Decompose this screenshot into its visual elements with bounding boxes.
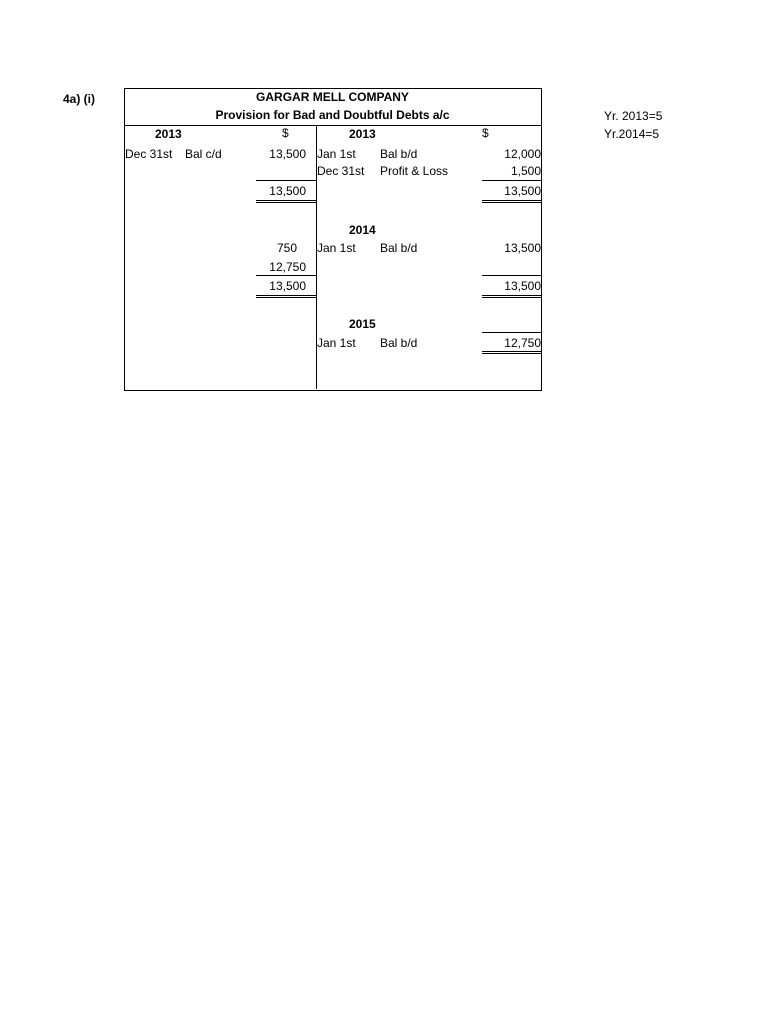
credit-date: Dec 31st	[317, 164, 365, 178]
credit-amount: 12,750	[504, 336, 541, 350]
debit-total: 13,500	[269, 184, 306, 198]
credit-date: Jan 1st	[317, 336, 356, 350]
debit-total-double-rule	[256, 295, 316, 298]
ledger-header-divider	[124, 125, 541, 126]
credit-total-double-rule	[482, 295, 541, 298]
debit-total-rule	[256, 180, 316, 181]
credit-date: Jan 1st	[317, 241, 356, 255]
credit-amount: 13,500	[504, 241, 541, 255]
credit-total: 13,500	[504, 184, 541, 198]
credit-total-rule	[482, 180, 541, 181]
credit-rule	[482, 332, 541, 333]
question-label: 4a) (i)	[63, 92, 96, 106]
note-line: Yr. 2013=5	[604, 109, 663, 123]
credit-year-2014: 2014	[349, 223, 376, 237]
debit-amount: 13,500	[269, 147, 306, 161]
credit-description: Bal b/d	[380, 147, 418, 161]
credit-amount: 1,500	[510, 164, 541, 178]
debit-amount: 750	[276, 241, 297, 255]
debit-currency-header: $	[282, 126, 289, 140]
credit-description: Bal b/d	[380, 241, 418, 255]
debit-total-double-rule	[256, 200, 316, 203]
credit-description: Profit & Loss	[380, 164, 449, 178]
debit-date: Dec 31st	[125, 147, 173, 161]
credit-double-rule	[482, 351, 541, 354]
credit-currency-header: $	[482, 126, 489, 140]
notes-column	[604, 108, 665, 144]
debit-total: 13,500	[269, 279, 306, 293]
account-title: Provision for Bad and Doubtful Debts a/c	[215, 108, 450, 122]
debit-total-rule	[256, 275, 316, 276]
debit-year-header: 2013	[155, 127, 182, 141]
credit-year-header: 2013	[349, 127, 376, 141]
credit-total-double-rule	[482, 200, 541, 203]
credit-date: Jan 1st	[317, 147, 356, 161]
debit-description: Bal c/d	[185, 147, 222, 161]
credit-year-2015: 2015	[349, 317, 376, 331]
note-line: Yr.2014=5	[604, 127, 660, 141]
credit-amount: 12,000	[504, 147, 541, 161]
credit-total-rule	[482, 275, 541, 276]
credit-description: Bal b/d	[380, 336, 418, 350]
credit-total: 13,500	[504, 279, 541, 293]
company-name: GARGAR MELL COMPANY	[256, 90, 409, 104]
debit-amount: 12,750	[269, 260, 306, 274]
